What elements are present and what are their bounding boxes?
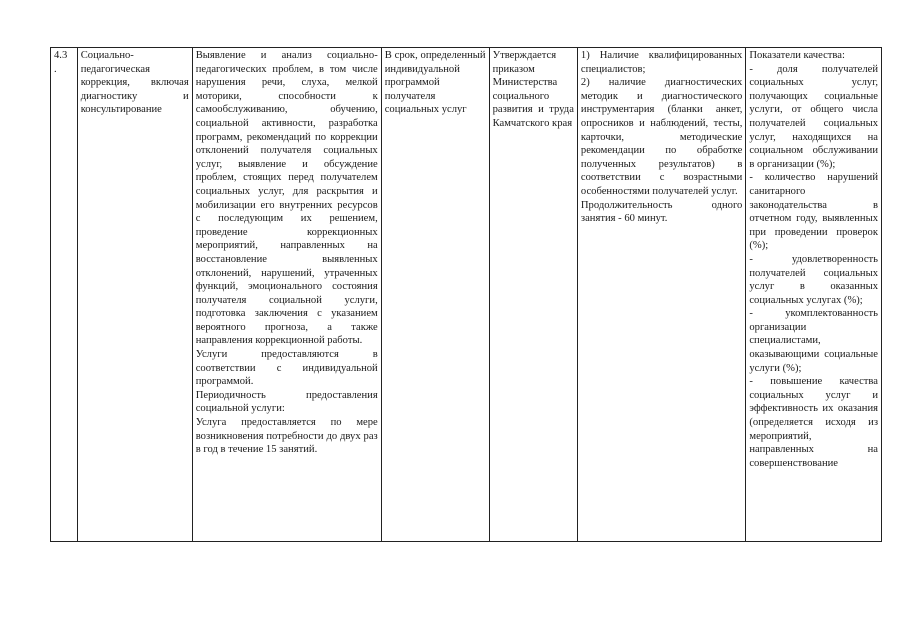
quality-cell: [746, 48, 882, 542]
condition-item: Продолжительность одного занятия - 60 минут.: [580, 199, 743, 225]
approval-text: Утверждается приказом Министерства социального развития и труда Камчатского края: [492, 50, 574, 129]
condition-item: 1) Наличие квалифицированных специалистов;: [580, 50, 743, 75]
row-number-cell: [51, 48, 78, 542]
quality-item: - удовлетворенность получателей социальных услуг в оказанных социальных услугах (%);: [749, 253, 878, 306]
service-term: В срок, определенный индивидуальной программой получателя социальных услуг: [384, 50, 486, 116]
service-description-cell: [192, 48, 381, 542]
row-number-dot: .: [54, 63, 57, 75]
approval-cell: [489, 48, 577, 542]
quality-list: [749, 63, 878, 471]
description-paragraph: Периодичность предоставления социальной услуги:: [195, 389, 378, 415]
quality-item: - укомплектованность организации специалистами, оказывающими социальные услуги (%);: [749, 308, 878, 374]
quality-item: - повышение качества социальных услуг и эффективность их оказания (определяется исходя из мероприятий, направленных на совершенствование: [749, 376, 878, 469]
description-paragraph: Выявление и анализ социально-педагогических проблем, в том числе нарушения речи, слуха, мелкой моторики, способности к самообслуживанию, обучению, социальной активности, разработка программ, рекомендаций по коррекции отклонений получателя социальных услуг, выявление и обсуждение проблем, стоящих перед получателем социальных услуг, для раскрытия и мобилизации его внутренних ресурсов с последующим их решением, проведение коррекционных мероприятий, направленных на восстановление выявленных отклонений, нарушений, утраченных функций, эмоционального состояния получателя социальной услуги, подготовка заключения с указанием вероятного прогноза, а также направления коррекционной работы.: [195, 50, 378, 347]
quality-content: [749, 49, 878, 541]
quality-item: - количество нарушений санитарного законодательства в отчетном году, выявленных при проведении проверок (%);: [749, 172, 878, 252]
service-name: Социально-педагогическая коррекция, включая диагностику и консультирование: [80, 50, 189, 116]
condition-item: 2) наличие диагностических методик и диагностического инструментария (бланки анкет, опросников и наблюдений, тесты, карточки, методические рекомендации по обработке полученных результатов) в соответствии с возрастными особенностями получателей услуг.: [580, 77, 743, 197]
table-row: [51, 48, 882, 542]
description-paragraph: Услуги предоставляются в соответствии с индивидуальной программой.: [195, 349, 378, 388]
conditions-cell: [577, 48, 745, 542]
quality-item: - доля получателей социальных услуг, получающих социальные услуги, от общего числа получателей социальных услуг, находящихся на социальном обслуживании в организации (%);: [749, 63, 878, 170]
service-term-cell: [381, 48, 489, 542]
quality-title: Показатели качества:: [749, 50, 845, 61]
services-table: [50, 47, 882, 542]
service-name-cell: [77, 48, 192, 542]
row-number: 4.3: [54, 50, 68, 61]
description-paragraph: Услуга предоставляется по мере возникновения потребности до двух раз в год в течение 15 занятий.: [195, 417, 378, 456]
